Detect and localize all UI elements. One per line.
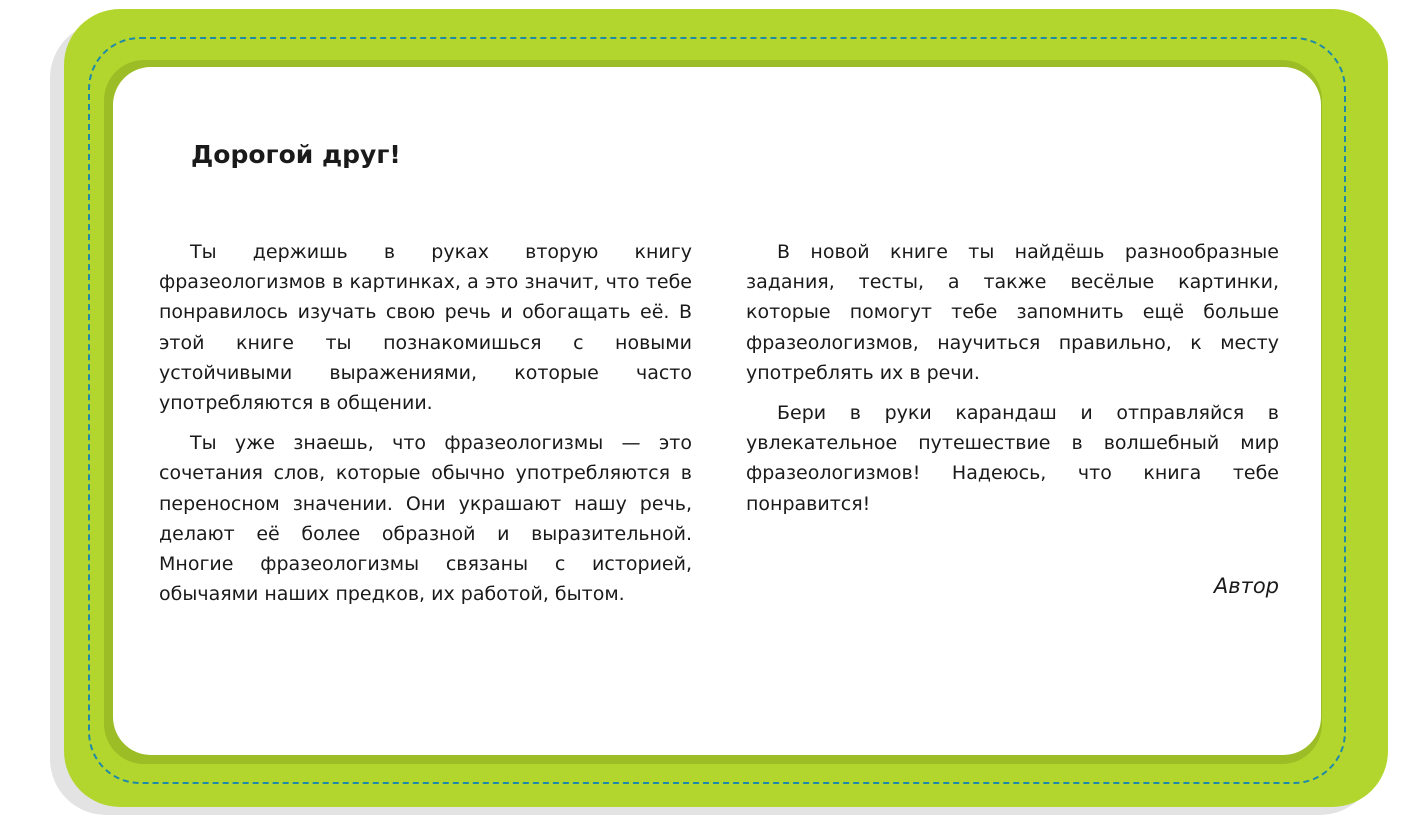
paragraph: В новой книге ты найдёшь разнообразные задания, тесты, а также весёлые картинки, которые помогут тебе запомнить ещё больше фразеологизмов, научиться правильно, к месту употреблять их в речи. — [746, 241, 1279, 384]
right-column — [746, 237, 1279, 529]
paragraph: Бери в руки карандаш и отправляйся в увлекательное путешествие в волшебный мир фразеологизмов! Надеюсь, что книга тебе понравится! — [746, 402, 1279, 515]
paragraph: Ты держишь в руках вторую книгу фразеологизмов в картинках, а это значит, что тебе понравилось изучать свою речь и обогащать её. В этой книге ты познакомишься с новыми устойчивыми выражениями, которые часто употребляются в общении. — [159, 241, 692, 415]
greeting-title: Дорогой друг! — [191, 140, 401, 169]
paragraph: Ты уже знаешь, что фразеологизмы — это сочетания слов, которые обычно употребляются в переносном значении. Они украшают нашу речь, делают её более образной и выразительной. Многие фразеологизмы связаны с историей, обычаями наших предков, их работой, бытом. — [159, 432, 692, 606]
author-signature: Автор — [1213, 574, 1279, 598]
left-column — [159, 237, 692, 619]
